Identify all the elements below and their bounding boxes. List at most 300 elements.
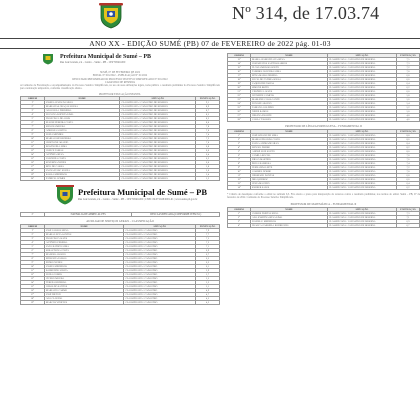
table-cell: CLASSIFICADA / CADASTRO [124, 233, 196, 237]
table-cell: CLASSIFICADO / CADASTRO DE RESERVA [327, 134, 396, 138]
table-cell: 8,0 [196, 121, 220, 125]
table-cell: CARLA TAVARES [251, 118, 328, 122]
table-cell: 7º [21, 125, 45, 129]
table-cell: 2º [228, 215, 251, 219]
table-cell: 5,2 [196, 177, 220, 181]
table-cell: 17º [228, 74, 251, 78]
table-cell: CRISTIANE ARAÚJO [44, 141, 120, 145]
table-cell: CLASSIFICADA / CADASTRO DE RESERVA [120, 117, 196, 121]
table-cell: JOSEFA MEDEIROS [44, 265, 124, 269]
table-cell: 14º [21, 281, 45, 285]
table-cell: 7,1 [196, 245, 220, 249]
table-cell: 4,7 [196, 293, 220, 297]
table-cell: 11º [21, 141, 45, 145]
table-cell: LUCIANA BATISTA LIMA [44, 113, 120, 117]
masthead [0, 0, 420, 48]
table-cell: CLASSIFICADA / CADASTRO DE RESERVA [120, 101, 196, 105]
table-cell: TEREZA BEZERRA [44, 281, 124, 285]
table-row [228, 186, 420, 190]
table-cell: CLASSIFICADO / CADASTRO [124, 237, 196, 241]
table-cell: JÚLIA MACEDO [251, 182, 328, 186]
table-cell: MARCOS VINÍCIUS [44, 301, 124, 305]
table-cell: 20º [228, 86, 251, 90]
table-cell: 6,6 [396, 78, 419, 82]
table-cell: 9,1 [196, 101, 220, 105]
column-header: ORDEM [21, 97, 45, 101]
column-header: ORDEM [21, 225, 45, 229]
table-cell: 10º [21, 265, 45, 269]
table-cell: MARLENE CAVALCANTE [251, 98, 328, 102]
edition-bar: ANO XX - EDIÇÃO SUMÉ (PB) 07 de FEVEREIRO de 2022 pág. 01-03 [0, 38, 420, 49]
column-header: ORDEM [228, 54, 251, 58]
table-cell: 23º [228, 98, 251, 102]
table-cell: RITA DE CÁSSIA [44, 165, 120, 169]
results-table-continued [227, 53, 420, 122]
column-header: SITUAÇÃO [120, 97, 196, 101]
table-cell: KLEBER SALES [251, 186, 328, 190]
table-cell: CLASSIFICADA / CADASTRO DE RESERVA [327, 58, 396, 62]
table-cell: VALDENIA COSTA [44, 157, 120, 161]
notice-paragraph: A Comissão de Fiscalização e Acompanhamento do Processo Seletivo Simplificado, no uso de suas atribuições legais, torna público o resultado preliminar do Processo Seletivo Simplificado para contratação temporária, conforme classificação abaixo. [20, 84, 220, 91]
table-row [21, 177, 220, 181]
results-table-matematica [227, 207, 420, 228]
table-cell: CLASSIFICADA / CADASTRO DE RESERVA [327, 98, 396, 102]
table-cell: GLEICE FARIAS [44, 149, 120, 153]
table-cell: EDILEUZA FARIAS [44, 257, 124, 261]
table-cell: ANDRÉ LUIZ SOUTO [251, 150, 328, 154]
table-cell: 20º [21, 177, 45, 181]
table-cell: 14º [228, 186, 251, 190]
table-cell: 7,2 [396, 166, 419, 170]
table-cell: 11º [228, 174, 251, 178]
table-cell: 6,2 [196, 157, 220, 161]
publication-dateline: Nº 314, de 17.03.74 [232, 3, 380, 23]
table-cell: LÚCIA DE FÁTIMA SOUSA [251, 78, 328, 82]
disqualified-table [20, 212, 220, 217]
table-cell: 1º [228, 134, 251, 138]
table-cell: 8,4 [396, 142, 419, 146]
prefecture-name: Prefeitura Municipal de Sumé – PB [60, 54, 152, 60]
prefecture-contact: Rua Luiz Grande, s/n – Centro – Sumé – PB – CEP 58540-000 | CNPJ: 09.073.628/0001-91 | www.sume.pb.gov.br [78, 198, 198, 202]
table-cell: CLASSIFICADA / CADASTRO DE RESERVA [327, 223, 396, 227]
table-cell: CLASSIFICADA / CADASTRO DE RESERVA [120, 141, 196, 145]
table-cell: CLASSIFICADA / CADASTRO DE RESERVA [327, 182, 396, 186]
table-cell: 6,4 [196, 153, 220, 157]
table-cell: CLASSIFICADA / CADASTRO DE RESERVA [120, 129, 196, 133]
table-cell: 19º [21, 173, 45, 177]
table-cell: 7,2 [396, 66, 419, 70]
table-cell: 11º [21, 269, 45, 273]
table-cell: DAYANE ARAÚJO [251, 102, 328, 106]
table-cell: CLASSIFICADA / CADASTRO DE RESERVA [327, 70, 396, 74]
table-cell: CLASSIFICADA / CADASTRO DE RESERVA [120, 109, 196, 113]
table-cell: 7,5 [196, 237, 220, 241]
table-cell: NATHALIA DE ABREU ALVES [44, 213, 132, 217]
table-cell: CLASSIFICADA / CADASTRO DE RESERVA [120, 125, 196, 129]
table-cell: CLASSIFICADO / CADASTRO [124, 301, 196, 305]
table-cell: 5,3 [196, 281, 220, 285]
table-cell: 4,8 [396, 114, 419, 118]
table-cell: 5,6 [196, 169, 220, 173]
table-cell: 6,7 [196, 253, 220, 257]
table-cell: PATRÍCIA GOMES [44, 177, 120, 181]
table-cell: CLASSIFICADA / CADASTRO DE RESERVA [120, 153, 196, 157]
column-header: NOME [251, 130, 328, 134]
table-cell: ADRIANA SANTOS [44, 129, 120, 133]
table-cell: 5º [21, 245, 45, 249]
table-cell: 5,9 [196, 269, 220, 273]
table-cell: MARIA JOSÉ BEZERRA [44, 137, 120, 141]
table-cell: 6,0 [196, 161, 220, 165]
table-cell: CLASSIFICADA / CADASTRO DE RESERVA [120, 133, 196, 137]
table-cell: 5,0 [396, 110, 419, 114]
table-cell: 8,3 [196, 117, 220, 121]
table-cell: EDNA MARIA PEREIRA [251, 74, 328, 78]
table-cell: 28º [228, 118, 251, 122]
table-cell: 16º [228, 70, 251, 74]
table-cell: 1º [21, 213, 45, 217]
table-cell: 9º [228, 166, 251, 170]
table-cell: HERMANO DANTAS [251, 174, 328, 178]
table-cell: CLASSIFICADA / CADASTRO DE RESERVA [327, 94, 396, 98]
table-cell: 2º [21, 105, 45, 109]
table-cell: CLASSIFICADA / CADASTRO DE RESERVA [120, 161, 196, 165]
table-cell: CLASSIFICADA / CADASTRO DE RESERVA [327, 118, 396, 122]
table-cell: MARIA DAS GRAÇAS SOUSA [44, 105, 120, 109]
table-cell: 7,4 [396, 162, 419, 166]
table-cell: 5,8 [196, 165, 220, 169]
table-cell: 3º [21, 109, 45, 113]
table-cell: CLASSIFICADA / CADASTRO DE RESERVA [120, 113, 196, 117]
table-cell: 2º [21, 233, 45, 237]
table-cell: CLASSIFICADA / CADASTRO DE RESERVA [120, 149, 196, 153]
table-cell: CLASSIFICADO / CADASTRO [124, 261, 196, 265]
table-cell: 13º [21, 277, 45, 281]
table-cell: 5,4 [396, 102, 419, 106]
table-cell: GERALDO SANTOS [44, 285, 124, 289]
table-cell: ANTÔNIO PEREIRA [44, 241, 124, 245]
table-cell: 15º [228, 66, 251, 70]
table-cell: JOSEFA ALVES DA SILVA [44, 101, 120, 105]
table-cell: 4,9 [196, 289, 220, 293]
column-header: SITUAÇÃO [327, 130, 396, 134]
table-cell: CLASSIFICADA / CADASTRO DE RESERVA [120, 137, 196, 141]
table-cell: 5,7 [196, 273, 220, 277]
notice-line: EDITAL Nº 001/2022 – PUBLICAÇÃO Nº 01/2022 [92, 74, 148, 78]
right-column [227, 53, 420, 420]
table-cell: FLÁVIA MORAIS SOUTO [251, 66, 328, 70]
table-cell: ELIANE PEREIRA COSTA [44, 121, 120, 125]
table-cell: FABIANA GALDINO [251, 106, 328, 110]
table-cell: 7,6 [396, 158, 419, 162]
table-cell: 8º [21, 129, 45, 133]
table-cell: 10º [21, 137, 45, 141]
table-cell: CLASSIFICADA / CADASTRO DE RESERVA [120, 165, 196, 169]
table-cell: CLASSIFICADA / CADASTRO DE RESERVA [327, 114, 396, 118]
table-cell: CLASSIFICADA / CADASTRO DE RESERVA [120, 173, 196, 177]
table-cell: 6,0 [396, 90, 419, 94]
prefecture-header-large [20, 185, 220, 211]
table-cell: 6,8 [396, 174, 419, 178]
table-cell: ROSÂNGELA LIMA [44, 145, 120, 149]
table-cell: NEIDE RAMOS [251, 110, 328, 114]
column-header: SITUAÇÃO [327, 54, 396, 58]
table-cell: CLASSIFICADA / CADASTRO DE RESERVA [327, 66, 396, 70]
table-cell: 21º [228, 90, 251, 94]
table-cell: 7,9 [196, 229, 220, 233]
table-cell: 17º [21, 293, 45, 297]
table-cell: 3º [228, 142, 251, 146]
table-cell: 9º [21, 133, 45, 137]
table-cell: CLASSIFICADA / CADASTRO DE RESERVA [327, 82, 396, 86]
table-cell: 8,8 [396, 134, 419, 138]
table-cell: CLASSIFICADO / CADASTRO [124, 293, 196, 297]
table-cell: CLASSIFICADO / CADASTRO [124, 229, 196, 233]
table-cell: MARIA APARECIDA DA SILVA [251, 58, 328, 62]
table-cell: 13º [228, 182, 251, 186]
table-cell: DESCLASSIFICADA (CONFORME ITEM 8.1) [132, 213, 220, 217]
table-cell: 18º [228, 78, 251, 82]
table-cell: 7,2 [196, 137, 220, 141]
table-cell: CLASSIFICADA / CADASTRO DE RESERVA [327, 162, 396, 166]
prefecture-header [20, 53, 220, 69]
table-cell: 5,4 [196, 173, 220, 177]
table-cell: IVONEIDE CAMPOS [251, 94, 328, 98]
table-cell: CLASSIFICADA / CADASTRO DE RESERVA [327, 106, 396, 110]
table-cell: JOANA D'ARC SOUZA [44, 169, 120, 173]
prefecture-crest-icon [42, 53, 54, 65]
table-cell: 8º [21, 257, 45, 261]
table-cell: 19º [21, 301, 45, 305]
table-cell: 24º [228, 102, 251, 106]
table-row [21, 301, 220, 305]
table-cell: 6,1 [196, 265, 220, 269]
table-cell: 26º [228, 110, 251, 114]
table-cell: 6,6 [396, 178, 419, 182]
results-table-portugues [227, 129, 420, 190]
table-cell: 18º [21, 297, 45, 301]
table-cell: CLASSIFICADA / CADASTRO DE RESERVA [327, 74, 396, 78]
table-cell: 6,4 [396, 82, 419, 86]
table-cell: 6,2 [396, 186, 419, 190]
table-cell: 9º [21, 261, 45, 265]
table-cell: 15º [21, 285, 45, 289]
table-cell: CLASSIFICADA / CADASTRO DE RESERVA [120, 177, 196, 181]
table-cell: 4º [228, 223, 251, 227]
table-cell: CLASSIFICADA / CADASTRO DE RESERVA [120, 105, 196, 109]
table-cell: JAQUELINE FARIAS [251, 82, 328, 86]
table-cell: CLASSIFICADO / CADASTRO [124, 241, 196, 245]
table-cell: RENATA FREIRE [251, 146, 328, 150]
table-cell: SEVERINA NUNES [44, 161, 120, 165]
table-cell: 5,2 [396, 106, 419, 110]
table-cell: 7,3 [396, 211, 419, 215]
table-cell: 14º [21, 153, 45, 157]
table-row [228, 223, 420, 227]
table-cell: 8,5 [196, 113, 220, 117]
table-cell: 4,5 [196, 297, 220, 301]
table-cell: 12º [21, 145, 45, 149]
table-cell: CLASSIFICADO / CADASTRO [124, 285, 196, 289]
table-cell: PAULA ANDRADE SILVA [251, 142, 328, 146]
table-cell: 7,3 [396, 62, 419, 66]
table-cell: 7º [228, 158, 251, 162]
table-cell: RAIMUNDO SOUZA [44, 269, 124, 273]
table-cell: TAMIRES OLIVEIRA LIMA [251, 70, 328, 74]
column-header: NOME [251, 207, 328, 211]
table-cell: LUIZA GOMES [44, 273, 124, 277]
table-cell: CLASSIFICADA / CADASTRO DE RESERVA [327, 146, 396, 150]
table-cell: MARIA DO CARMO [44, 289, 124, 293]
table-cell: CLASSIFICADO / CADASTRO DE RESERVA [327, 170, 396, 174]
table-title: PROFESSOR DE LÍNGUA PORTUGUESA – FUNDAMENTAL II [285, 125, 362, 128]
table-cell: ÍRIS QUEIROZ [251, 178, 328, 182]
prefecture-crest-icon [56, 185, 74, 205]
table-cell: CLASSIFICADO / CADASTRO DE RESERVA [327, 174, 396, 178]
table-cell: 8º [228, 162, 251, 166]
table-cell: 6,9 [196, 249, 220, 253]
table-cell: 1º [21, 101, 45, 105]
table-cell: KARLA MEDEIROS [44, 173, 120, 177]
table-cell: 5,5 [196, 277, 220, 281]
table-cell: CLASSIFICADO / CADASTRO [124, 269, 196, 273]
table-cell: 7,1 [396, 215, 419, 219]
table-cell: 6,6 [196, 149, 220, 153]
column-header: PONTUAÇÃO [396, 54, 419, 58]
table-cell: 7,0 [196, 141, 220, 145]
table-cell: 8,2 [396, 146, 419, 150]
table-cell: 13º [21, 149, 45, 153]
table-cell: 3º [21, 237, 45, 241]
table-cell: CAMILA ROCHA [251, 154, 328, 158]
table-cell: ÉRICA BARBOSA [251, 162, 328, 166]
table-cell: 8,0 [396, 150, 419, 154]
table-cell: CLASSIFICADA / CADASTRO DE RESERVA [327, 215, 396, 219]
table-cell: CLASSIFICADO / CADASTRO DE RESERVA [327, 150, 396, 154]
table-cell: CLASSIFICADO / CADASTRO DE RESERVA [327, 211, 396, 215]
table-cell: 6,5 [196, 257, 220, 261]
table-cell: MARIA LÚCIA SANTOS [44, 233, 124, 237]
column-header: NOME [251, 54, 328, 58]
table-cell: CLEBER FREITAS SILVA [251, 211, 328, 215]
table-cell: 6,8 [396, 74, 419, 78]
table-cell: FRANCISCA DE ASSIS [44, 117, 120, 121]
table-cell: GABRIEL NOBRE [251, 170, 328, 174]
table-cell: 7º [21, 253, 45, 257]
table-cell: 16º [21, 161, 45, 165]
table-cell: CLASSIFICADA / CADASTRO [124, 257, 196, 261]
table-cell: 7,3 [196, 241, 220, 245]
table-cell: DANIEL P. MEDEIROS [251, 219, 328, 223]
table-cell: CLASSIFICADA / CADASTRO [124, 281, 196, 285]
table-cell: CLASSIFICADA / CADASTRO DE RESERVA [327, 110, 396, 114]
table-cell: 6º [21, 121, 45, 125]
table-cell: ANTÔNIA SILVA [44, 153, 120, 157]
table-cell: 1º [228, 211, 251, 215]
results-table-servicos [20, 224, 220, 305]
table-cell: 5,1 [196, 285, 220, 289]
table-cell: 4º [21, 113, 45, 117]
table-cell: CLASSIFICADA / CADASTRO [124, 273, 196, 277]
table-row [21, 213, 220, 217]
table-cell: CLASSIFICADO / CADASTRO [124, 245, 196, 249]
notice-line: SUMÉ, 07 DE FEVEREIRO DE 2022 [99, 71, 141, 74]
table-cell: CLASSIFICADA / CADASTRO DE RESERVA [327, 154, 396, 158]
table-cell: SILVANA MOURA [44, 125, 120, 129]
column-header: NOME [44, 97, 120, 101]
table-cell: SEBASTIANA COSTA [44, 249, 124, 253]
table-cell: 16º [21, 289, 45, 293]
table-cell: JOSÉ CARLOS SILVA [44, 229, 124, 233]
closing-paragraph: * Critério de desempate conforme o edital no subitem 6.3. Fica aberto o prazo para interposição de recursos contra o resultado preliminar, nos termos do edital. Sumé – PB, 07 de fevereiro de 2022. Comissão do Processo Seletivo Simplificado. [227, 193, 420, 200]
notice-line: CADASTRO DE RESERVA [104, 80, 135, 84]
column-header: SITUAÇÃO [124, 225, 196, 229]
table-cell: 8,9 [196, 105, 220, 109]
table-cell: CLASSIFICADA / CADASTRO DE RESERVA [120, 121, 196, 125]
table-cell: JOSÉ NILTON [44, 293, 124, 297]
column-header: SITUAÇÃO [327, 207, 396, 211]
table-cell: 15º [21, 157, 45, 161]
table-cell: VERÔNICA ALVES [251, 90, 328, 94]
table-cell: CLASSIFICADA / CADASTRO DE RESERVA [327, 142, 396, 146]
table-cell: CLASSIFICADO / CADASTRO DE RESERVA [327, 186, 396, 190]
table-cell: 7,0 [396, 170, 419, 174]
table-cell: 7,0 [396, 70, 419, 74]
table-cell: 7,8 [196, 125, 220, 129]
column-header: PONTUAÇÃO [396, 207, 419, 211]
table-cell: CLASSIFICADA / CADASTRO [124, 297, 196, 301]
table-cell: CLASSIFICADA / CADASTRO [124, 265, 196, 269]
table-cell: JOSÉ WILSON DE LIMA [251, 134, 328, 138]
table-cell: 4,3 [196, 301, 220, 305]
table-cell: 5º [21, 117, 45, 121]
column-header: NOME [44, 225, 124, 229]
table-cell: CLASSIFICADA / CADASTRO DE RESERVA [327, 138, 396, 142]
table-cell: CLASSIFICADA / CADASTRO DE RESERVA [120, 145, 196, 149]
table-cell: FRANCISCO ALVES [44, 237, 124, 241]
notice-line: RESULTADO PRELIMINAR DO PROCESSO SELETIVO SIMPLIFICADO Nº 001/2022 [72, 77, 168, 81]
table-cell: CLASSIFICADO / CADASTRO [124, 253, 196, 257]
table-cell: CLASSIFICADA / CADASTRO DE RESERVA [327, 90, 396, 94]
table-cell: ANA JOSEFINA SILVA LIMA [251, 215, 328, 219]
table-cell: 17º [21, 165, 45, 169]
prefecture-address: Rua Luiz Grande, s/n – Centro – Sumé – PB – CEP 58540-000 [60, 61, 126, 64]
column-header: PONTUAÇÃO [396, 130, 419, 134]
table-cell: CÍCERO MOURA [44, 277, 124, 281]
table-title: AUXILIAR DE SERVIÇOS GERAIS – CLASSIFICAÇÃO [86, 220, 154, 224]
table-cell: MARIA EDUARDA COSTA [251, 138, 328, 142]
table-title: PROFESSOR EDUCAÇÃO INFANTIL [98, 92, 142, 96]
column-header: ORDEM [228, 207, 251, 211]
municipal-crest-icon [98, 2, 124, 29]
table-cell: CLASSIFICADA / CADASTRO [124, 289, 196, 293]
prefecture-name-large: Prefeitura Municipal de Sumé – PB [78, 187, 207, 198]
results-table-infantil [20, 96, 220, 181]
table-cell: 6,8 [196, 145, 220, 149]
table-cell: 6,7 [396, 223, 419, 227]
table-cell: 22º [228, 94, 251, 98]
table-cell: 27º [228, 114, 251, 118]
table-cell: JOÃO BATISTA LIMA [44, 245, 124, 249]
table-cell: 5,8 [396, 94, 419, 98]
left-column [20, 53, 220, 420]
table-cell: 7,7 [196, 233, 220, 237]
table-cell: CLASSIFICADA / CADASTRO DE RESERVA [327, 78, 396, 82]
table-cell: 4º [21, 241, 45, 245]
table-cell: 6,3 [196, 261, 220, 265]
table-cell: 4,6 [396, 118, 419, 122]
table-cell: 18º [21, 169, 45, 173]
